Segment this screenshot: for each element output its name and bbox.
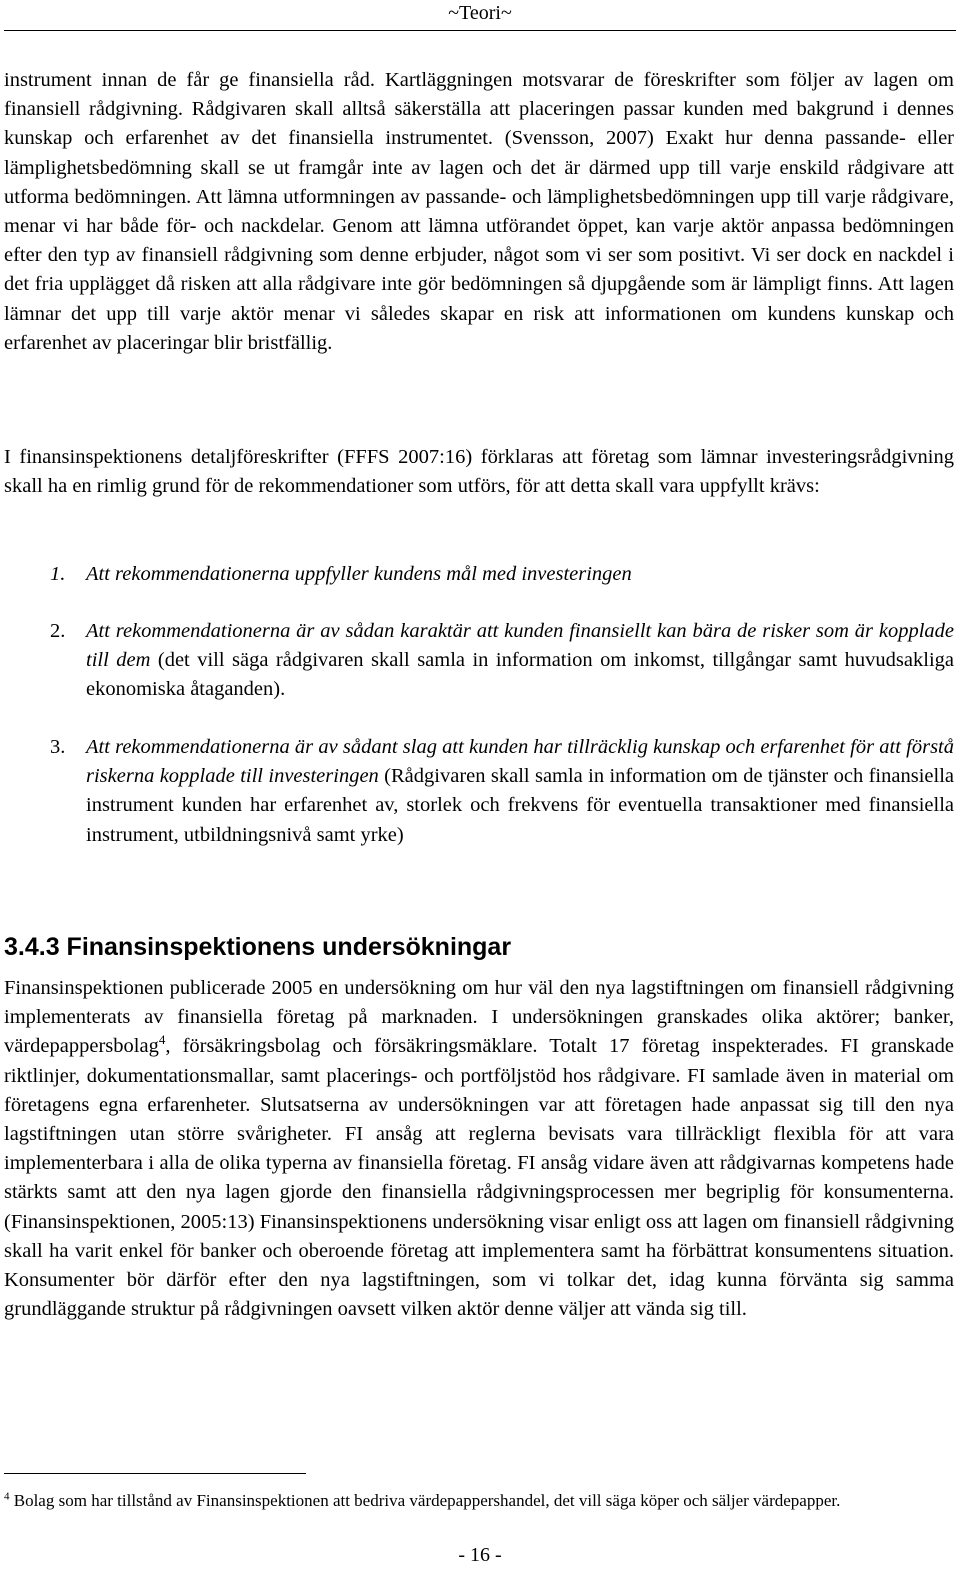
list-item-italic-text: Att rekommendationerna är av sådan karaktär att kunden finansiellt kan bära de risker som är kopplade till dem (86, 620, 954, 672)
list-item-plain-text: (det vill säga rådgivaren skall samla in information om inkomst, tillgångar samt huvudsakliga ekonomiska åtaganden). (86, 649, 954, 701)
list-item-1 (50, 560, 954, 589)
footnote-rule (4, 1473, 306, 1474)
list-item-italic-text: Att rekommendationerna uppfyller kundens mål med investeringen (86, 563, 632, 585)
footnote (4, 1488, 944, 1514)
list-item-plain-text: (Rådgivaren skall samla in information om de tjänster och finansiella instrument kunden har erfarenhet av, storlek och frekvens för eventuella transaktioner med finansiella instrument, utbildningsnivå samt yrke) (86, 765, 954, 846)
list-item-italic-text: Att rekommendationerna är av sådant slag att kunden har tillräcklig kunskap och erfarenhet för att förstå riskerna kopplade till investeringen (86, 736, 954, 788)
list-number: 1. (50, 563, 66, 585)
header-rule (4, 30, 956, 31)
section-heading: 3.4.3 Finansinspektionens undersökningar (4, 933, 512, 961)
footnote-marker: 4 (4, 1490, 10, 1503)
list-number: 2. (50, 620, 66, 642)
paragraph-2: I finansinspektionens detaljföreskrifter (FFFS 2007:16) förklaras att företag som lämnar investeringsrådgivning skall ha en rimlig grund för de rekommendationer som utförs, för att detta skall vara uppfyllt krävs: (4, 446, 954, 498)
running-head: ~Teori~ (448, 2, 512, 24)
paragraph-1: instrument innan de får ge finansiella råd. Kartläggningen motsvarar de föreskrifter som följer av lagen om finansiell rådgivning. Rådgivaren skall alltså säkerställa att placeringen passar kunden med bakgrund i dennes kunskap och erfarenhet av det finansiella instrumentet. (Svensson, 2007) Exakt hur denna passande- eller lämplighetsbedömning skall se ut framgår inte av lagen och det är därmed upp till varje enskild rådgivare att utforma bedömningen. Att lämna utformningen av passande- och lämplighetsbedömningen upp till varje rådgivare, menar vi har både för- och nackdelar. Genom att lämna utförandet öppet, kan varje aktör anpassa bedömningen efter den typ av finansiell rådgivning som denne erbjuder, något som vi ser som positivt. Vi ser dock en nackdel i det fria upplägget då risken att alla rådgivare inte gör bedömningen så djupgående som är lämpligt finns. Att lagen lämnar det upp till varje aktör menar vi således skapar en risk att informationen om kundens kunskap och erfarenhet av placeringar blir bristfällig. (4, 69, 954, 354)
page-number: - 16 - (458, 1544, 502, 1566)
paragraph-3-text-start: Finansinspektionen publicerade 2005 en undersökning om hur väl den nya lagstiftningen om finansiell rådgivning implementerats av finansiella företag på marknaden. I undersökningen granskades olika aktörer; banker, värdepappersbolag (4, 977, 954, 1058)
list-number: 3. (50, 736, 66, 758)
paragraph-3 (4, 974, 954, 1324)
list-item-2 (50, 617, 954, 705)
footnote-text: Bolag som har tillstånd av Finansinspektionen att bedriva värdepappershandel, det vill säga köper och säljer värdepapper. (9, 1491, 841, 1510)
paragraph-3-text-end: , försäkringsbolag och försäkringsmäklare. Totalt 17 företag inspekterades. FI granskade riktlinjer, dokumentationsmallar, samt placerings- och portföljstöd hos rådgivare. FI samlade även in material om företagens egna erfarenheter. Slutsatserna av undersökningen var att företagen hade anpassat sig till den nya lagstiftningen utan större svårigheter. FI ansåg att reglerna bevisats vara tillräckligt flexibla för att vara implementerbara i alla de olika typerna av finansiella företag. FI ansåg vidare även att rådgivarnas kompetens hade stärkts samt att den nya lagen gjorde den finansiella rådgivningsprocessen mer begriplig för konsumenterna. (Finansinspektionen, 2005:13) Finansinspektionens undersökning visar enligt oss att lagen om finansiell rådgivning skall ha varit enkel för banker och oberoende företag att implementera samt ha förbättrat konsumentens situation. Konsumenter bör därför efter den nya lagstiftningen, som vi tolkar det, idag kunna förvänta sig samma grundläggande struktur på rådgivningen oavsett vilken aktör denne väljer att vända sig till. (4, 1035, 954, 1321)
list-item-3 (50, 733, 954, 850)
footnote-reference: 4 (158, 1032, 166, 1048)
